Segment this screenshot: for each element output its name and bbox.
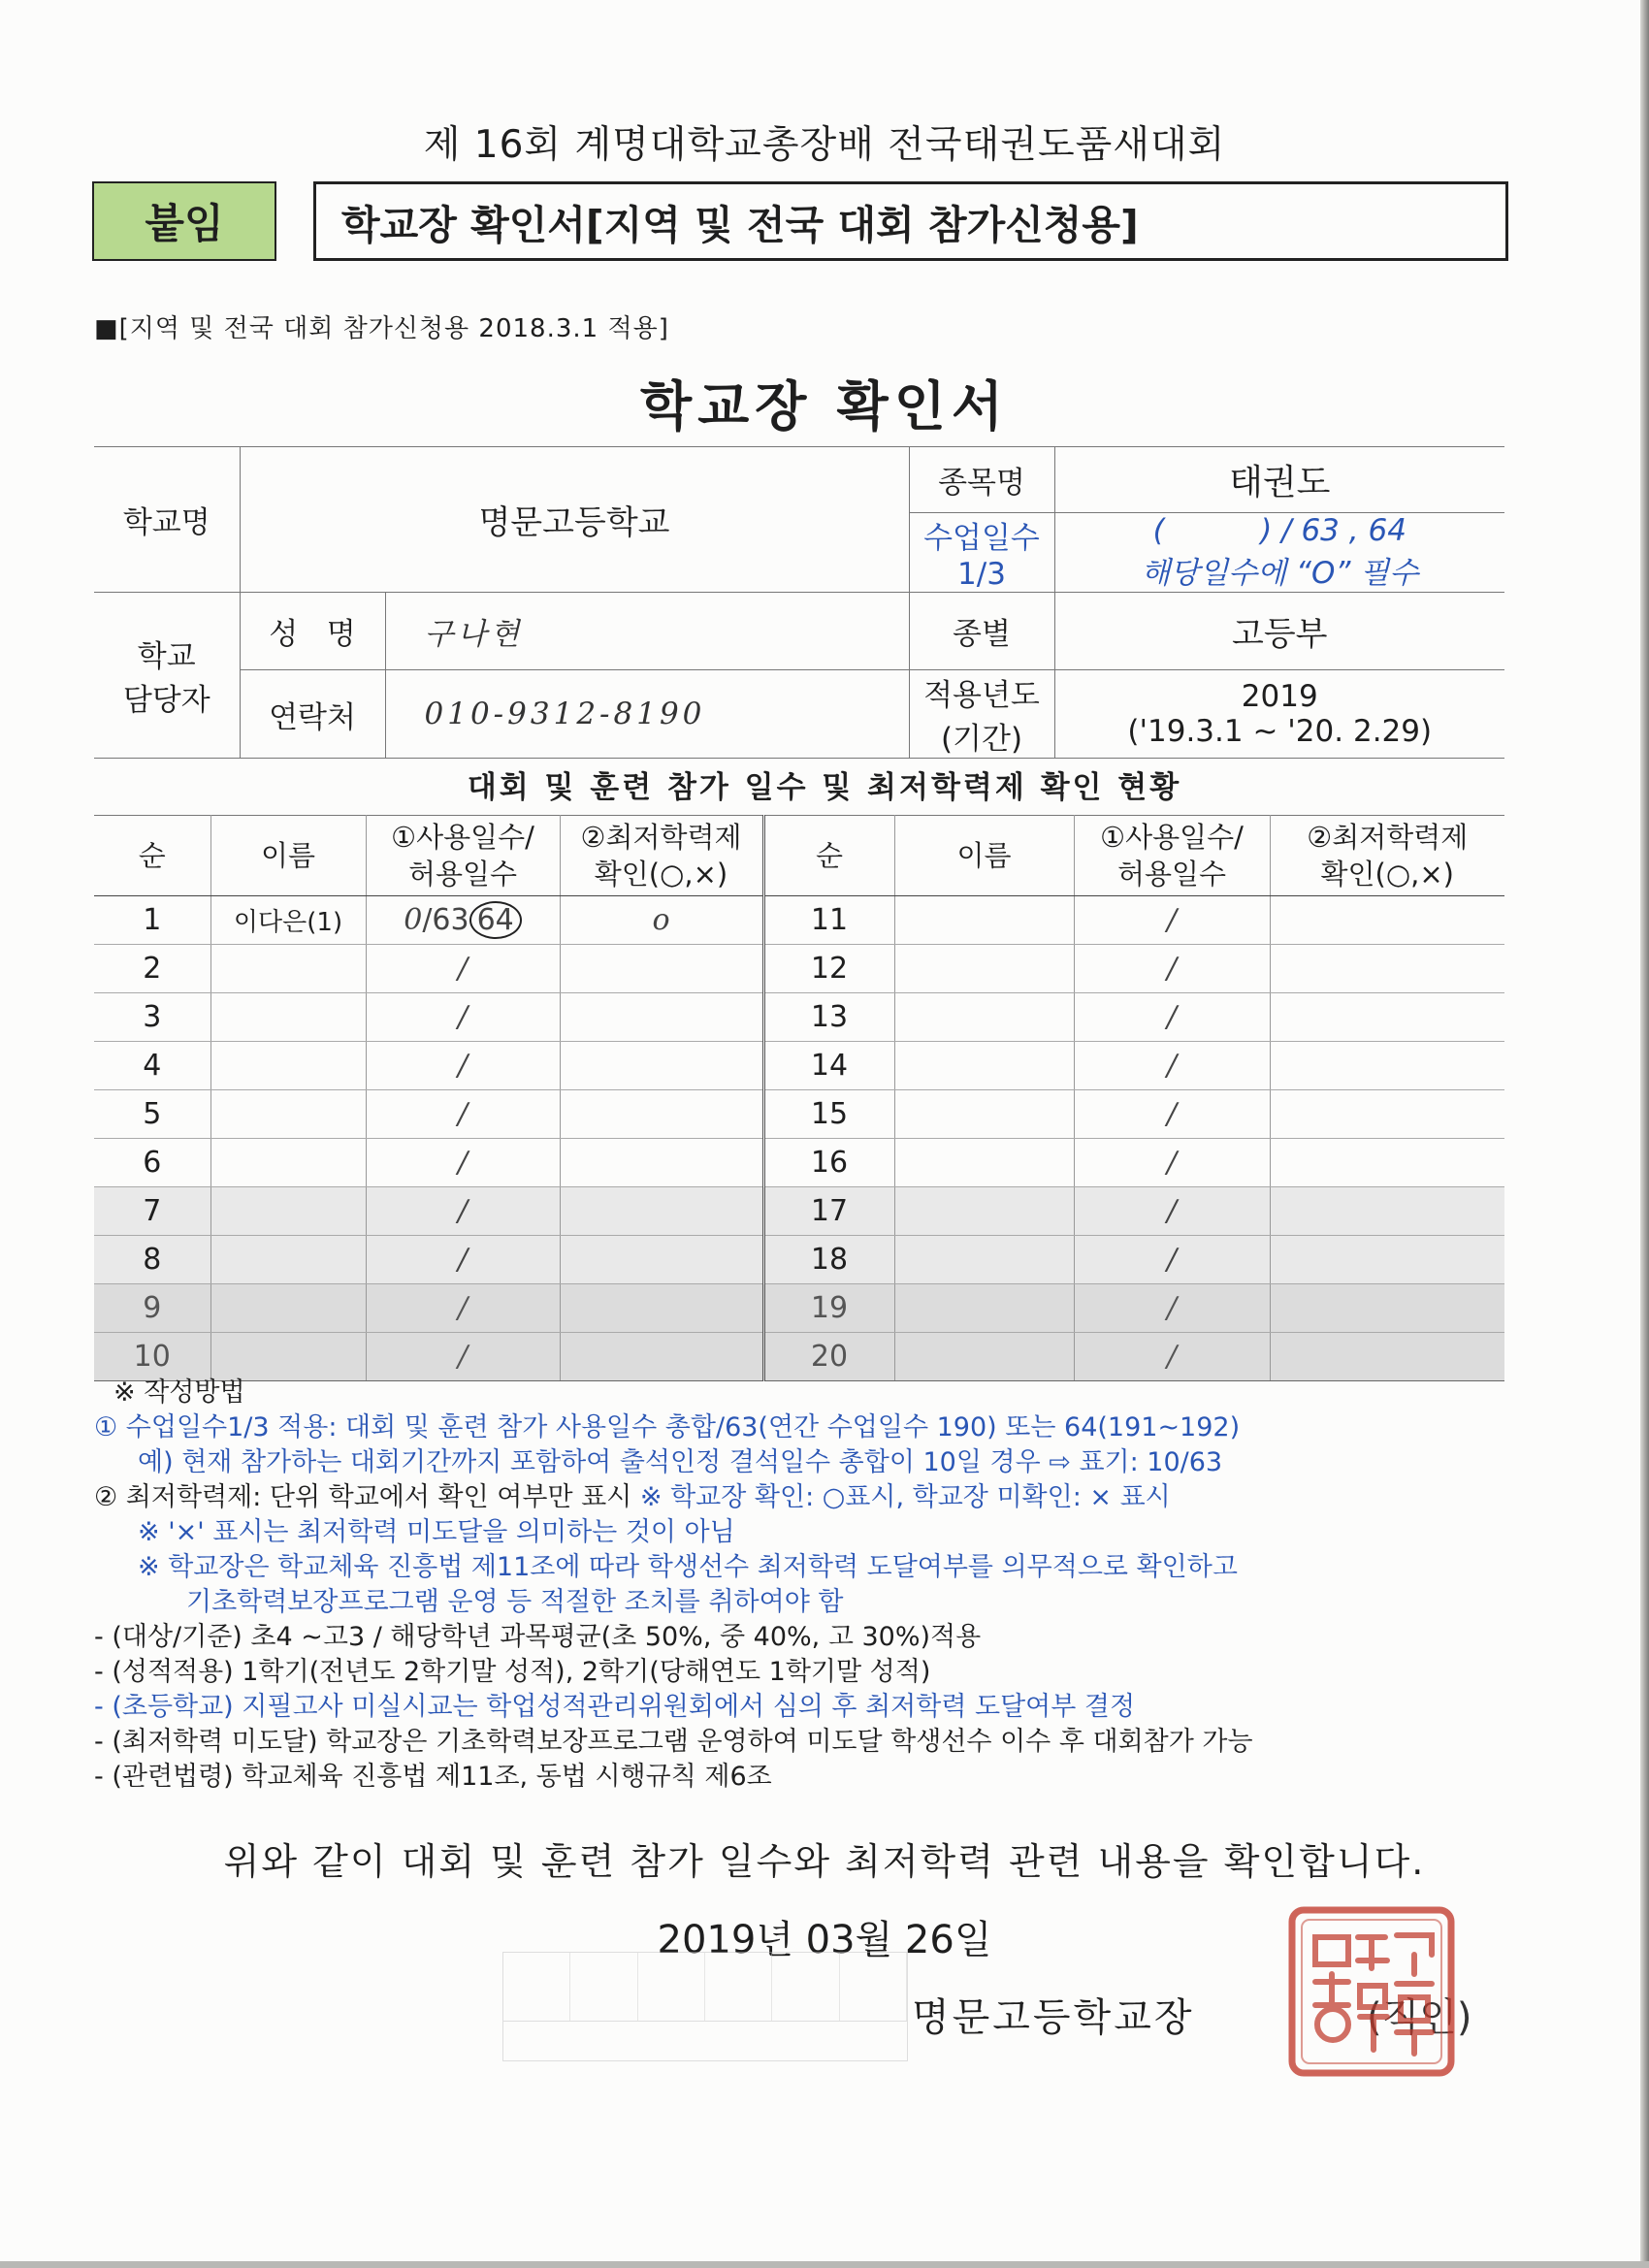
category-value: 고등부 [1054,593,1504,670]
row-no: 9 [94,1284,210,1333]
col-days: ①사용일수/ 허용일수 [366,816,560,896]
main-title: 학교장 확인서 [640,375,1009,437]
phone-handwritten-value: 010-9312-8190 [385,670,909,759]
row-check-right [1270,1284,1504,1333]
row-name-right [894,1333,1074,1381]
row-name-right [894,1042,1074,1090]
row-days-right: / [1074,1236,1270,1284]
name-handwritten-value: 구나현 [385,593,909,670]
document-title-box: 학교장 확인서[지역 및 전국 대회 참가신청용] [313,181,1508,261]
row-name-right [894,945,1074,993]
row-name-right [894,1139,1074,1187]
row-days-right: / [1074,945,1270,993]
row-days: 0/63 64 [366,896,560,945]
row-name: 이다은(1) [210,896,366,945]
row-no: 4 [94,1042,210,1090]
name-label: 성 명 [240,593,385,670]
row-no-right: 16 [763,1139,894,1187]
row-no: 8 [94,1236,210,1284]
row-no-right: 12 [763,945,894,993]
row-days-right: / [1074,1090,1270,1139]
row-name [210,993,366,1042]
annex-label: 붙임 [92,181,276,261]
row-name [210,1333,366,1381]
row-no: 6 [94,1139,210,1187]
apply-note: ■[지역 및 전국 대회 참가신청용 2018.3.1 적용] [94,314,669,343]
row-check [560,1139,763,1187]
col-no-right: 순 [763,816,894,896]
col-days-right: ①사용일수/ 허용일수 [1074,816,1270,896]
row-no-right: 19 [763,1284,894,1333]
row-check [560,1284,763,1333]
faint-bleed-stamp [502,1952,908,2074]
row-no-right: 15 [763,1090,894,1139]
row-check [560,1090,763,1139]
table-row [94,1139,1504,1187]
table-row [94,1187,1504,1236]
row-check-right [1270,1139,1504,1187]
row-name [210,1139,366,1187]
row-check-right [1270,993,1504,1042]
row-name-right [894,1187,1074,1236]
row-check-right [1270,1333,1504,1381]
row-check-right [1270,1236,1504,1284]
col-min-right: ②최저학력제 확인(○,×) [1270,816,1504,896]
table-row [94,1090,1504,1139]
row-days-right: / [1074,993,1270,1042]
year-value: 2019 ('19.3.1 ~ '20. 2.29) [1054,670,1504,759]
table-row [94,1333,1504,1381]
year-label: 적용년도 (기간) [909,670,1054,759]
row-no: 1 [94,896,210,945]
row-check [560,1333,763,1381]
row-days: / [366,1090,560,1139]
official-seal-icon [1286,1904,1457,2079]
seal-label: (직인) [1367,1995,1472,2040]
row-no-right: 20 [763,1333,894,1381]
row-days: / [366,1236,560,1284]
table-row [94,1236,1504,1284]
row-days: / [366,1042,560,1090]
participation-table [94,815,1504,1381]
row-name [210,1236,366,1284]
scan-edge-bottom [0,2261,1649,2268]
row-check-right [1270,1042,1504,1090]
row-name-right [894,993,1074,1042]
table-row [94,1042,1504,1090]
row-check-right [1270,896,1504,945]
row-check-right [1270,1187,1504,1236]
school-value: 명문고등학교 [240,447,909,593]
table-row [94,896,1504,945]
row-no: 10 [94,1333,210,1381]
row-no-right: 11 [763,896,894,945]
col-name: 이름 [210,816,366,896]
row-days: / [366,945,560,993]
circled-64: 64 [469,901,522,939]
col-no: 순 [94,816,210,896]
row-no-right: 13 [763,993,894,1042]
row-name [210,1042,366,1090]
row-check [560,993,763,1042]
writing-guide: ※ 작성방법 ① 수업일수1/3 적용: 대회 및 훈련 참가 사용일수 총합/63(연간 수업일수 190) 또는 64(191~192) 예) 현재 참가하는 대회기간까지 포함하여 출석인정 결석일수 총합이 10일 경우 ⇨ 표기: 10/63 ② 최저학력제: 단위 학교에서 확인 여부만 표시 ※ 학교장 확인: ○표시, 학교장 미확인: × 표시 ※ '×' 표시는 최저학력 미도달을 의미하는 것이 아님 ※ 학교장은 학교체육 진흥법 제11조에 따라 학생선수 최저학력 도달여부를 의무적으로 확인하고 기초학력보장프로그램 운영 등 적절한 조치를 취하여야 함 - (대상/기준) 초4 ~고3 / 해당학년 과목평균(초 50%, 중 40%, 고 30%)적용 - (성적적용) 1학기(전년도 2학기말 성적), 2학기(당해연도 1학기말 성적) - (초등학교) 지필고사 미실시교는 학업성적관리위원회에서 심의 후 최저학력 도달여부 결정 - (최저학력 미도달) 학교장은 기초학력보장프로그램 운영하여 미도달 학생선수 이수 후 대회참가 가능 - (관련법령) 학교체육 진흥법 제11조, 동법 시행규칙 제6조 [94,1377,1253,1792]
row-days-right: / [1074,896,1270,945]
section-title: 대회 및 훈련 참가 일수 및 최저학력제 확인 현황 [467,770,1182,805]
row-days: / [366,1333,560,1381]
class-days-value: ( ) / 63 , 64 해당일수에 “O” 필수 [1054,513,1504,593]
row-check [560,1236,763,1284]
row-days: / [366,1187,560,1236]
row-name [210,1090,366,1139]
row-days-right: / [1074,1187,1270,1236]
phone-label: 연락처 [240,670,385,759]
info-table [94,446,1504,759]
row-no-right: 14 [763,1042,894,1090]
table-row [94,1284,1504,1333]
table-row [94,945,1504,993]
row-name-right [894,896,1074,945]
class-days-label: 수업일수 1/3 [909,513,1054,593]
row-no: 7 [94,1187,210,1236]
row-check [560,1042,763,1090]
row-name [210,1284,366,1333]
row-days: / [366,1139,560,1187]
row-days-right: / [1074,1139,1270,1187]
competition-title: 제 16회 계명대학교총장배 전국태권도품새대회 [423,123,1226,167]
row-days-right: / [1074,1333,1270,1381]
row-check-right [1270,945,1504,993]
col-name-right: 이름 [894,816,1074,896]
event-value: 태권도 [1054,447,1504,513]
row-check: o [560,896,763,945]
col-min: ②최저학력제 확인(○,×) [560,816,763,896]
row-no: 3 [94,993,210,1042]
row-no: 2 [94,945,210,993]
row-name [210,1187,366,1236]
table-row [94,993,1504,1042]
row-days-right: / [1074,1042,1270,1090]
row-check [560,1187,763,1236]
row-check-right [1270,1090,1504,1139]
school-label: 학교명 [94,447,240,593]
principal-name: 명문고등학교장 [912,1995,1195,2040]
row-days: / [366,993,560,1042]
row-no-right: 18 [763,1236,894,1284]
row-name-right [894,1090,1074,1139]
row-check [560,945,763,993]
row-name-right [894,1236,1074,1284]
row-days: / [366,1284,560,1333]
row-days-right: / [1074,1284,1270,1333]
confirmation-statement: 위와 같이 대회 및 훈련 참가 일수와 최저학력 관련 내용을 확인합니다. [223,1840,1426,1883]
category-label: 종별 [909,593,1054,670]
row-no: 5 [94,1090,210,1139]
row-name [210,945,366,993]
issue-date: 2019년 03월 26일 [657,1918,992,1962]
row-no-right: 17 [763,1187,894,1236]
contact-label: 학교 담당자 [94,593,240,759]
event-label: 종목명 [909,447,1054,513]
row-name-right [894,1284,1074,1333]
